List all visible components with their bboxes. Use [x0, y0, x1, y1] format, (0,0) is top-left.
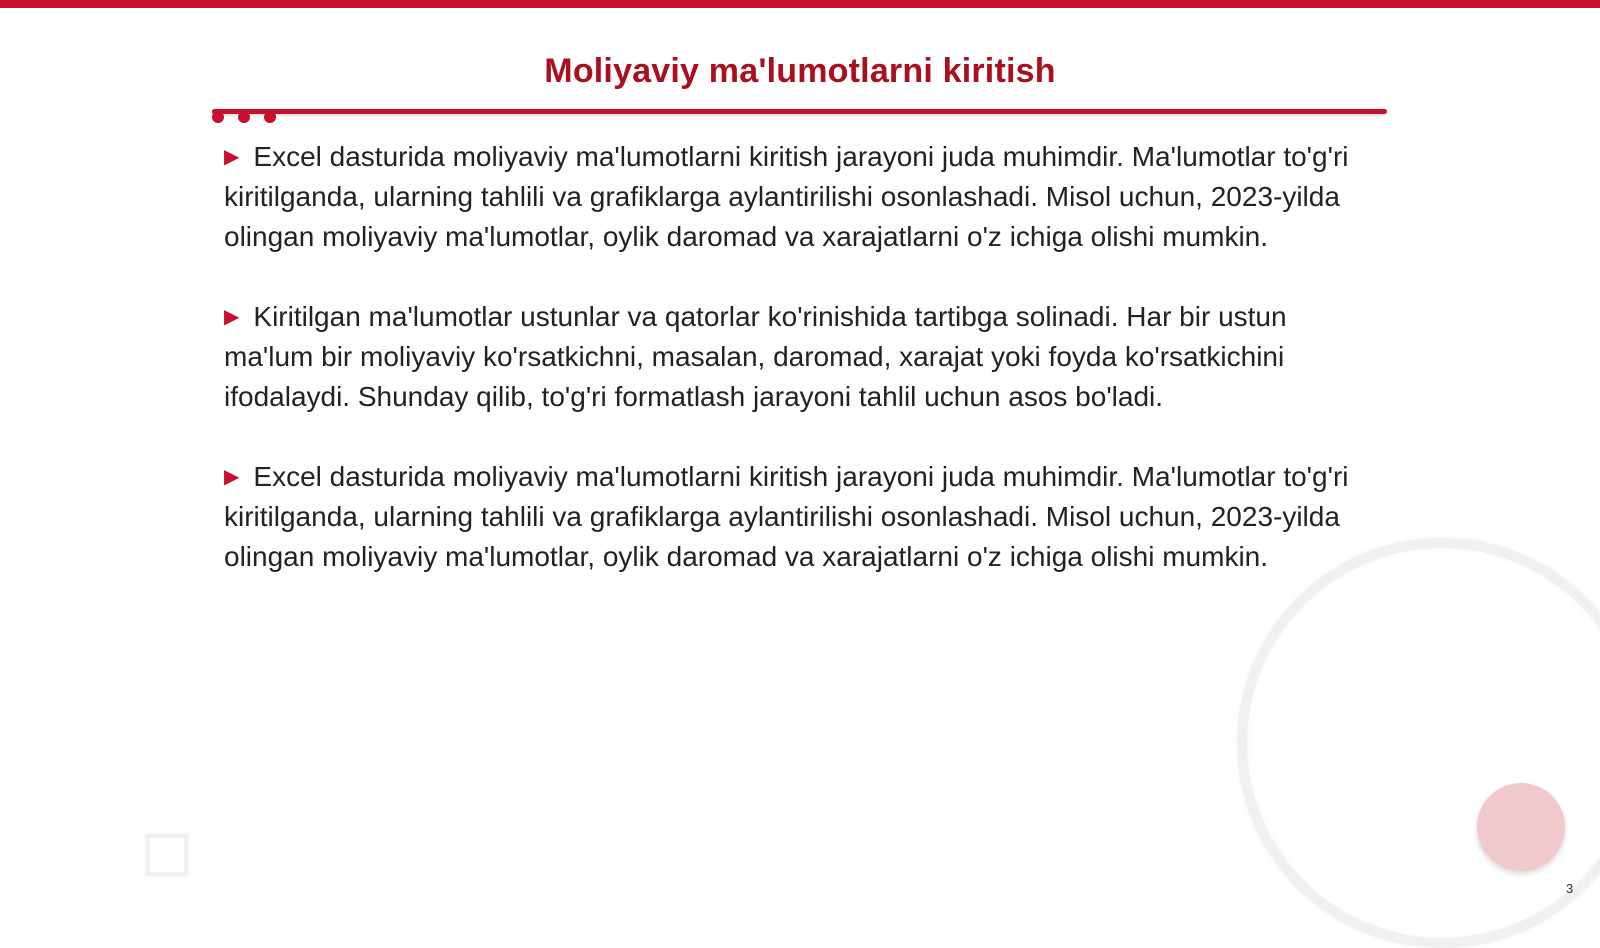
decorative-dot-2	[238, 111, 250, 123]
triangle-right-icon: ▶	[224, 146, 240, 168]
paragraph-3-text: Excel dasturida moliyaviy ma'lumotlarni kiritish jarayoni juda muhimdir. Ma'lumotlar to'g'ri kiritilganda, ularning tahlili va grafiklarga aylantirilishi osonlashadi. Misol uchun, 2023-yilda olingan moliyaviy ma'lumotlar, oylik daromad va xarajatlarni o'z ichiga olishi mumkin.	[224, 461, 1349, 572]
decorative-square	[146, 834, 188, 876]
decorative-dot-3	[264, 111, 276, 123]
top-accent-bar	[0, 0, 1600, 8]
triangle-right-icon: ▶	[224, 306, 240, 328]
slide-title: Moliyaviy ma'lumotlarni kiritish	[544, 52, 1056, 90]
page-number: 3	[1566, 881, 1574, 896]
title-underline	[212, 109, 1387, 114]
triangle-right-icon: ▶	[224, 466, 240, 488]
paragraph-3	[224, 457, 1354, 577]
decorative-pink-circle	[1477, 783, 1565, 871]
decorative-dot-1	[212, 111, 224, 123]
paragraph-1	[224, 137, 1354, 257]
paragraph-2-text: Kiritilgan ma'lumotlar ustunlar va qatorlar ko'rinishida tartibga solinadi. Har bir ustun ma'lum bir moliyaviy ko'rsatkichni, masalan, daromad, xarajat yoki foyda ko'rsatkichini ifodalaydi. Shunday qilib, to'g'ri formatlash jarayoni tahlil uchun asos bo'ladi.	[224, 301, 1287, 412]
paragraph-1-text: Excel dasturida moliyaviy ma'lumotlarni kiritish jarayoni juda muhimdir. Ma'lumotlar to'g'ri kiritilganda, ularning tahlili va grafiklarga aylantirilishi osonlashadi. Misol uchun, 2023-yilda olingan moliyaviy ma'lumotlar, oylik daromad va xarajatlarni o'z ichiga olishi mumkin.	[224, 141, 1349, 252]
slide-body	[224, 137, 1354, 617]
paragraph-2	[224, 297, 1354, 417]
